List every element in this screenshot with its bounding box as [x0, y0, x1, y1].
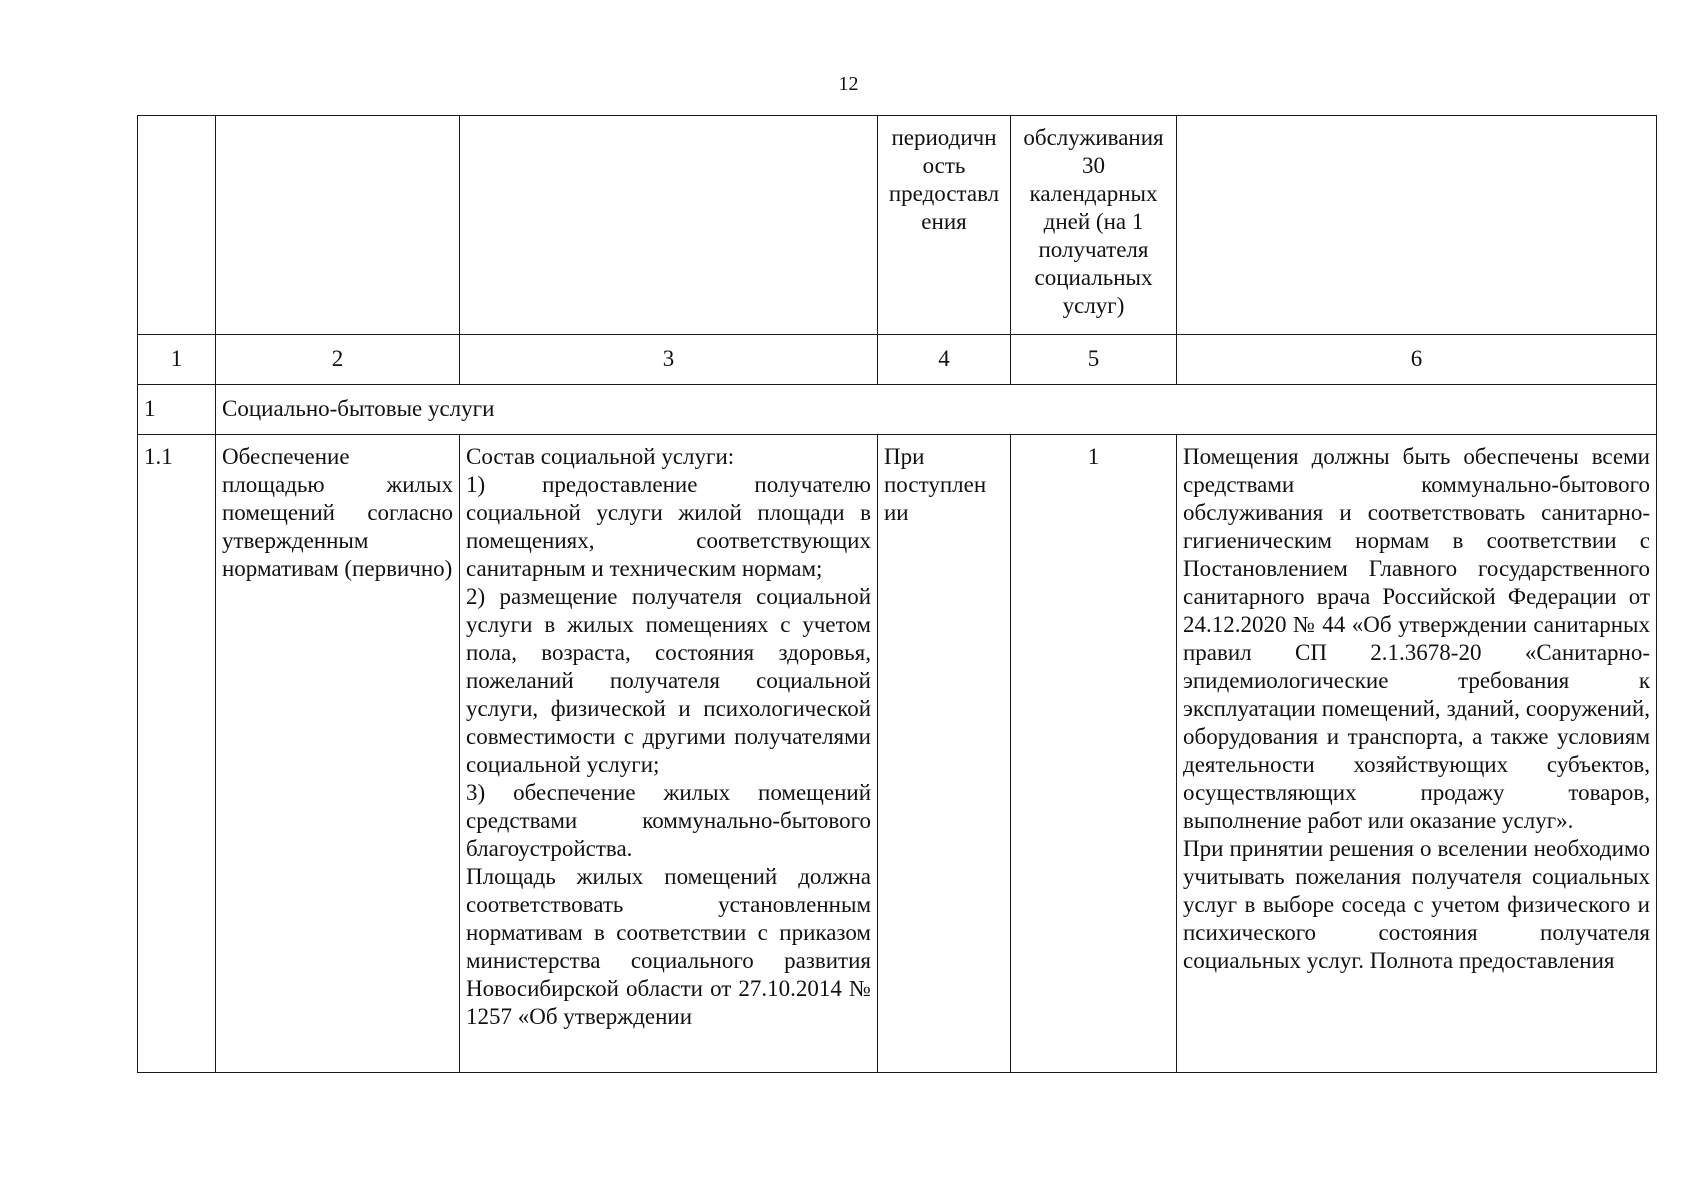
service-content-paragraph: Состав социальной услуги:	[466, 444, 735, 469]
header-cell-volume	[1011, 116, 1177, 335]
header-cell-periodicity	[878, 116, 1011, 335]
header-cell-col6	[1177, 116, 1657, 335]
header-volume-line: социальных	[1034, 265, 1153, 290]
service-number: 1.1	[138, 435, 216, 1073]
header-periodicity-line: ость	[922, 153, 966, 178]
service-periodicity-line: При	[884, 444, 925, 469]
column-number-cell: 5	[1011, 335, 1177, 385]
section-title: Социально-бытовые услуги	[216, 385, 1657, 435]
header-volume-line: обслуживания	[1023, 125, 1164, 150]
service-volume: 1	[1011, 435, 1177, 1073]
service-periodicity	[878, 435, 1011, 1073]
service-name: Обеспечение площадью жилых помещений согласно утвержденным нормативам (первично)	[216, 435, 460, 1073]
service-conditions	[1177, 435, 1657, 1073]
column-number-cell: 1	[138, 335, 216, 385]
service-content-paragraph: 2) размещение получателя социальной услуги в жилых помещениях с учетом пола, возраста, состояния здоровья, пожеланий получателя социальной услуги, физической и психологической совместимости с другими получателями социальной услуги;	[466, 584, 871, 777]
header-volume-line: услуг)	[1062, 293, 1125, 318]
column-number-cell: 4	[878, 335, 1011, 385]
header-cell-col1	[138, 116, 216, 335]
section-number: 1	[138, 385, 216, 435]
column-number-cell: 3	[460, 335, 878, 385]
column-numbers-row	[138, 335, 1657, 385]
column-number-cell: 2	[216, 335, 460, 385]
header-periodicity-line: предоставл	[888, 181, 1000, 206]
service-content-paragraph: Площадь жилых помещений должна соответствовать установленным нормативам в соответствии с приказом министерства социального развития Новосибирской области от 27.10.2014 № 1257 «Об утверждении	[466, 864, 871, 1029]
header-volume-line: 30	[1082, 153, 1105, 178]
header-periodicity-line: ения	[921, 209, 967, 234]
service-periodicity-line: ии	[884, 500, 909, 525]
service-content-paragraph: 3) обеспечение жилых помещений средствами коммунально-бытового благоустройства.	[466, 780, 871, 861]
header-periodicity-line: периодичн	[891, 125, 997, 150]
header-volume-line: дней (на 1	[1043, 209, 1144, 234]
header-cell-col2	[216, 116, 460, 335]
service-conditions-paragraph: Помещения должны быть обеспечены всеми средствами коммунально-бытового обслуживания и соответствовать санитарно-гигиеническим нормам в соответствии с Постановлением Главного государственного санитарного врача Российской Федерации от 24.12.2020 № 44 «Об утверждении санитарных правил СП 2.1.3678-20 «Санитарно-эпидемиологические требования к эксплуатации помещений, зданий, сооружений, оборудования и транспорта, а также условиям деятельности хозяйствующих субъектов, осуществляющих продажу товаров, выполнение работ или оказание услуг».	[1183, 444, 1650, 833]
header-volume-line: получателя	[1038, 237, 1149, 262]
service-periodicity-line: поступлен	[884, 472, 987, 497]
table-row	[138, 435, 1657, 1073]
page-number: 12	[838, 73, 859, 95]
table-header-continuation-row	[138, 116, 1657, 335]
section-row	[138, 385, 1657, 435]
service-content-paragraph: 1) предоставление получателю социальной услуги жилой площади в помещениях, соответствующих санитарным и техническим нормам;	[466, 472, 871, 581]
header-volume-line: календарных	[1029, 181, 1158, 206]
services-table	[137, 115, 1657, 1073]
column-number-cell: 6	[1177, 335, 1657, 385]
service-conditions-paragraph: При принятии решения о вселении необходимо учитывать пожелания получателя социальных услуг в выборе соседа с учетом физического и психического состояния получателя социальных услуг. Полнота предоставления	[1183, 836, 1650, 973]
header-cell-col3	[460, 116, 878, 335]
service-content	[460, 435, 878, 1073]
